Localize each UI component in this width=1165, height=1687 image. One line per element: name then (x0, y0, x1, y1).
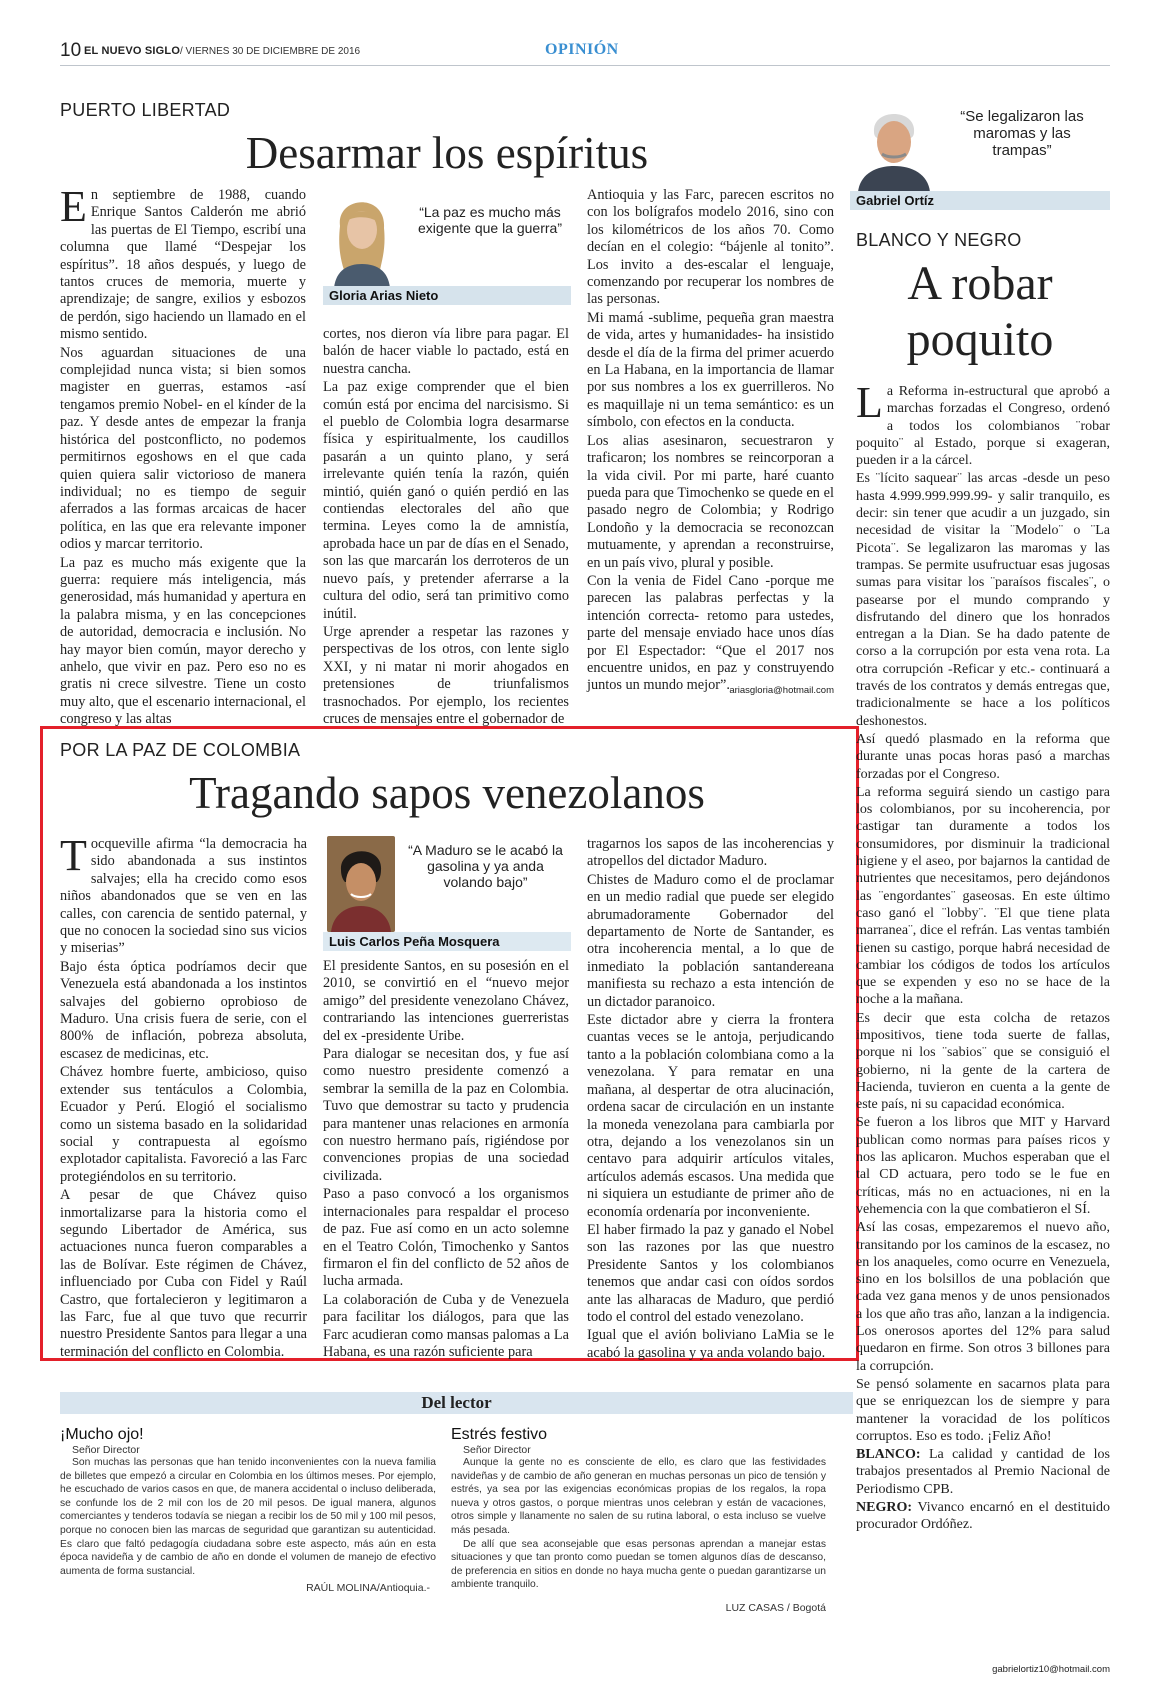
article3-kicker: BLANCO Y NEGRO (856, 230, 1022, 250)
article3-paragraph: Así quedó plasmado en la reforma que durante unas pocas horas pasó a marchas forzadas por el Congreso. (856, 731, 1110, 782)
article2-paragraph: Paso a paso convocó a los organismos internacionales para respaldar el proceso de paz. Fue así como en un acto solemne en el Teatro Colón, Timochenko y Santos firmaron el fin del conflicto de 52 años de lucha armada. (323, 1186, 569, 1290)
blanco-label: BLANCO: (856, 1447, 921, 1463)
article2-paragraph: La colaboración de Cuba y de Venezuela para facilitar los diálogos, para que las Farc acudieran como mansas palomas a La Habana, es una razón suficiente para (323, 1291, 569, 1360)
article2-paragraph: ocqueville afirma “la democracia ha sido abandonada a sus instintos salvajes; ella ha crecido como esos niños abandonados que se ven en las calles, con carencia de sentido paternal, y que no conocen la sociedad sino sus vicios y miserias” (60, 836, 307, 957)
newspaper-name: EL NUEVO SIGLO (84, 45, 181, 57)
letter-2-body (451, 1456, 826, 1592)
article1-paragraph: cortes, nos dieron vía libre para pagar. El balón de hacer viable lo pactado, está en nuestra cancha. (323, 326, 569, 377)
article2-column-1 (60, 831, 307, 1362)
article1-dropcap: E (60, 182, 87, 231)
article3-author-box (850, 100, 1110, 212)
letter-2-title: Estrés festivo (451, 1426, 548, 1443)
article2-paragraph: Igual que el avión boliviano LaMia se le acabó la gasolina y ya anda volando bajo. (587, 1327, 834, 1361)
letter-2-salutation: Señor Director (463, 1444, 531, 1456)
letter-1 (60, 1426, 436, 1594)
article3-paragraph: Es ¨lícito saquear¨ las arcas -desde un peso hasta 4.999.999.999.99- y salir tranquilo, es decir: sin tener que acudir a un juzgado, sin necesidad de visitar la ¨Modelo¨ o ¨La Picota¨. Se legalizaron las maromas y las trampas. Se permite usufructuar esas jugosas sumas para visitar los ¨paraísos fiscales¨, o pasearse por el mundo comprando y disfrutando del dinero que los honrados entregan a la Dian. Se ha dado patente de corso a la corrupción por esta vena rota. La otra corrupción -Reficar y etc.- continuará a través de los contratos y demás entregas que, tradicionalmente se hace a los políticos deshonestos. (856, 471, 1110, 729)
negro-text: Vivanco encarnó en el destituido procurador Ordóñez. (856, 1500, 1110, 1533)
article1-author-box (323, 186, 571, 306)
article2-paragraph: tragarnos los sapos de las incoherencias y atropellos del dictador Maduro. (587, 836, 834, 870)
letter-2 (451, 1426, 826, 1614)
article2-column-3 (587, 836, 834, 1363)
article3-paragraph: Es decir que esta colcha de retazos impositivos, tiene toda suerte de fallas, porque ni los ¨sabios¨ que se consiguió el gobierno, ni la gente de la cartera de Hacienda, tuvieron en cuenta a la gente de este país, ni su capacidad económica. (856, 1010, 1110, 1113)
article3-paragraph: Se fueron a los libros que MIT y Harvard publican como normas para países ricos y nos las aplicaron. Muchos esperaban que el tal CD actuara, pero todo se le fue en críticas, más no en actuaciones, ni en la vehemencia con la que combatieron el SÍ. (856, 1115, 1110, 1217)
article2-paragraph: Chistes de Maduro como el de proclamar en un medio radial que puede ser elegido abrumadoramente Gobernador del departamento de Norte de Santander, es otra incoherencia mental, a lo que de inmediato la población santandereana manifiesta su rechazo a esta intención de un dictador paranoico. (587, 871, 834, 1010)
letter-2-paragraph: De allí que sea aconsejable que esas personas aprendan a manejar estas situaciones y que tan pronto como puedan se tomen algunos días de descanso, de preferencia en sitios en donde no haya mucha gente o puedan garantizarse un ambiente tranquilo. (451, 1538, 826, 1591)
article2-paragraph: Para dialogar se necesitan dos, y fue así como nuestro presidente comenzó a sembrar la semilla de la paz en Colombia. Tuvo que demostrar su tacto y prudencia para mantener unas relaciones en armonía con nuestro hermano país, rigiéndose por convenciones propias de una sociedad civilizada. (323, 1046, 569, 1184)
article1-paragraph: Antioquia y las Farc, parecen escritos no con los bolígrafos modelo 2016, sino con los kilométricos de los años 70. Como decían en el colegio: “bájenle al tonito”. Los invito a des-escalar el lenguaje, comenzando por recuperar los nombres de las personas. (587, 187, 834, 308)
article2-pull-quote: “A Maduro se le acabó la gasolina y ya anda volando bajo” (408, 842, 563, 890)
article1-column-2 (323, 326, 569, 729)
letter-1-paragraph: Son muchas las personas que han tenido inconvenientes con la nueva familia de billetes que empezó a circular en Colombia en los últimos meses. Por ejemplo, he escuchado de varios casos en que, de manera accidental o incluso deliberada, se confunde los de 2 mil con los de 20 mil pesos. De igual manera, algunos comerciantes y tenderos todavía se niegan a recibir los de 50 mil y 100 mil pesos, porque no conocen bien las marcas de seguridad que garantizan su autenticidad. Es claro que faltó pedagogía ciudadana sobre este aspecto, más aún en esta época navideña y de cambio de año en donde el volumen de manejo de efectivo aumenta de forma sustancial. (60, 1457, 436, 1577)
article3-dropcap: L (856, 378, 883, 427)
article1-column-3 (587, 187, 834, 696)
article1-email: ariasgloria@hotmail.com (729, 685, 834, 696)
letter-1-title: ¡Mucho ojo! (60, 1426, 144, 1443)
article3-paragraph: La reforma seguirá siendo un castigo para los colombianos, por su incoherencia, por castigar tan duramente a todos los consumidores, por disminuir la tradicional higiene y el aseo, por bajarnos la cantidad de nutrientes que necesitamos, pero dejándonos las ¨engordantes¨ gaseosas. En este último caso ganó el ¨lobby¨. ¨El que tiene plata marranea¨, dice el refrán. Las ventas también tienen su castigo, porque habrá necesidad de cambiar los códigos de todos los artículos que se expenden y eso no se hace de la noche a la mañana. (856, 784, 1110, 1008)
article1-paragraph: Nos aguardan situaciones de una complejidad nunca vista; si bien somos magister en guerras, estamos -así tengamos premio Nobel- en el kínder de la paz. Y desde antes de empezar la franja histórica del postconflicto, no podemos permitirnos egoshows en el que cada quien quiera salir victorioso de manera individual; no es tiempo de seguir aferrados a las formas arcaicas de hacer política, en las que era relevante imponer odios y marcar territorio. (60, 344, 306, 553)
article3-author-name: Gabriel Ortíz (850, 191, 1110, 210)
article2-title: Tragando sapos venezolanos (189, 768, 705, 818)
article1-paragraph: La paz es mucho más exigente que la guerra: requiere más inteligencia, más generosidad, más humanidad y apertura en la palabra misma, y en las concepciones de autoridad, democracia e inclusión. No hay mayor bien común, mayor derecho y anhelo, que vivir en paz. Pero eso no es gratis ni crece silvestre. Tiene un costo muy alto, que el escenario internacional, el congreso y las altas (60, 554, 306, 728)
article2-dropcap: T (60, 831, 87, 880)
article3-title-line: poquito (906, 313, 1054, 366)
article3-email: gabrielortiz10@hotmail.com (992, 1664, 1110, 1675)
article2-author-box (323, 836, 571, 956)
section-name: OPINIÓN (545, 41, 619, 58)
article3-pull-quote: “Se legalizaron las maromas y las trampas” (960, 108, 1084, 159)
article1-paragraph: Con la venia de Fidel Cano -porque me parecen las palabras perfectas y la intención correcta- retomo para ustedes, parte del mensaje enviado hace unos días por El Espectador: “Que el 2017 nos encuentre unidos, en paz y construyendo juntos un mundo mejor”. (587, 572, 834, 694)
article1-author-name: Gloria Arias Nieto (323, 286, 571, 305)
header-date: / VIERNES 30 DE DICIEMBRE DE 2016 (180, 46, 361, 57)
article1-paragraph: Mi mamá -sublime, pequeña gran maestra de vida, artes y humanidades- ha insistido desde el día de la firma del primer acuerdo en La Habana, en la importancia de llamar por sus nombres a los ex guerrilleros. No es maquillaje ni un tema semántico: es un símbolo, con efectos en la conducta. (587, 309, 834, 431)
lector-title: Del lector (421, 1393, 492, 1412)
article1-paragraph: La paz exige comprender que el bien común está por encima del narcisismo. Si el pueblo de Colombia logra desarmarse física y espiritualmente, los caudillos pasarán a un quinto plano, y será irrelevante quién tenía la razón, quién mintió, quién ganó o quién perdió en las contiendas electorales del año que termina. Leyes como la de amnistía, aprobada hace un par de días en el Senado, son las que marcarán los derroteros de un nuevo país, y pretender aferrarse a la cultura del odio, será tan primitivo como inútil. (323, 379, 569, 622)
author-photo-gloria (326, 186, 396, 288)
article3-column (856, 378, 1110, 1535)
article1-title: Desarmar los espíritus (245, 128, 649, 178)
article3-title-line: A robar (907, 257, 1053, 310)
article2-paragraph: El haber firmado la paz y ganado el Nobel son las razones por las que nuestro Presidente Santos y los colombianos tenemos que andar casi con oídos sordos ante las alharacas de Maduro, que perdió todo el control del estado venezolano. (587, 1221, 834, 1325)
article2-paragraph: Este dictador abre y cierra la frontera cuantas veces se le antoja, perjudicando tanto a la población colombiana como a la venezolana. Y para rematar en una mañana, al despertar de otra alucinación, ordena sacar de circulación en un instante la moneda venezolana para cambiarla por otra, dejando a los venezolanos sin un centavo para adquirir artículos vitales, artículos además escasos. Una medida que ni siquiera un estudiante de primer año de economía ordenaría por inconveniente. (587, 1012, 834, 1220)
article3-paragraph (856, 1499, 1110, 1534)
letter-2-paragraph: Aunque la gente no es consciente de ello, es claro que las festividades navideñas y de cambio de año generan en muchas personas un pico de tensión y estrés, ya sea por las exigencias económicas propias de los regalos, la ropa nueva y otros gastos, o porque mientras unos celebran y están de vacaciones, otros simple y llanamente no salen de su rutina laboral, o esta incluso se vuelve más pesada. (451, 1457, 826, 1536)
lector-banner (60, 1392, 853, 1414)
article1-pull-quote: “La paz es mucho más exigente que la guerra” (418, 204, 562, 236)
article1-paragraph: Los alias asesinaron, secuestraron y traficaron; los nombres se reincorporan a la vida civil. Por mi parte, haré cuanto pueda para que Timochenko se quede en el pasado negro de Colombia; y Rodrigo Londoño y la democracia se reconozcan mutuamente, y aprendan a reconstruirse, en un país vivo, plural y posible. (587, 432, 834, 571)
article3-paragraph: Se pensó solamente en sacarnos plata para que se enriquezcan los de siempre y para mantener la voracidad de los políticos corruptos. Eso es todo. ¡Feliz Año! (856, 1376, 1110, 1444)
article2-paragraph: Chávez hombre fuerte, ambicioso, quiso extender sus tentáculos a Colombia, Ecuador y Perú. Elogió el socialismo como un sistema basado en la solidaridad social y contrapuesta al egoísmo explotador capitalista. Favoreció a las Farc protegiéndolos en su territorio. (60, 1064, 307, 1185)
article2-paragraph: A pesar de que Chávez quiso inmortalizarse para la historia como el segundo Libertador de América, sus actuaciones nunca fueron comparables a las de Bolívar. Este régimen de Chávez, influenciado por Cuba con Fidel y Raúl Castro, que fortalecieron y legitimaron a las Farc, fue al que tuvo que recurrir nuestro Presidente Santos para llegar a una terminación del conflicto en Colombia. (60, 1187, 307, 1360)
author-photo-gabriel (854, 100, 934, 192)
blanco-text: La calidad y cantidad de los trabajos presentados al Premio Nacional de Periodismo CPB. (856, 1447, 1110, 1497)
letter-1-body (60, 1456, 436, 1578)
article3-paragraph: Así las cosas, empezaremos el nuevo año, transitando por los caminos de la escasez, no en los anaqueles, como ocurre en Venezuela, sino en los bolsillos de una población que cada vez gana menos y de unos pensionados a los que año tras año, lanzan a la indigencia. Los onerosos aportes del 12% para salud quedaron en firme. Son otros 3 billones para la corrupción. (856, 1220, 1110, 1374)
negro-label: NEGRO: (856, 1500, 912, 1515)
article1-paragraph: n septiembre de 1988, cuando Enrique Santos Calderón me abrió las puertas de El Tiempo, escribí una columna que llamé “Despejar los espíritus”. 18 años después, y luego de tantos cruces de memoria, muerte y aprendizaje; de sangre, exilios y esbozos de perdón, sigo haciendo un llamado en el mismo sentido. (60, 187, 306, 343)
article2-column-2 (323, 958, 569, 1362)
article2-paragraph: Bajo ésta óptica podríamos decir que Venezuela está abandonada a los instintos salvajes del gobierno oprobioso de Maduro. Una crisis fuera de serie, con el 800% de inflación, pobreza absoluta, escasez de medicinas, etc. (60, 958, 307, 1062)
letter-2-signature: LUZ CASAS / Bogotá (725, 1601, 826, 1614)
article1-paragraph: Urge aprender a respetar las razones y perspectivas de los otros, con lente siglo XXI, y ni matar ni morir ahogados en pretensiones de triunfalismos trasnochados. Por ejemplo, los recientes cruces de mensajes entre el gobernador de (323, 623, 569, 727)
article3-title (850, 256, 1110, 368)
article3-paragraph: a Reforma in-estructural que aprobó a marchas forzadas el Congreso, ordenó a todos los colombianos ¨robar poquito¨ al Estado, porque si exageran, pueden ir a la cárcel. (856, 384, 1110, 469)
article1-kicker: PUERTO LIBERTAD (60, 100, 231, 120)
letter-1-salutation: Señor Director (72, 1444, 140, 1456)
letter-1-signature: RAÚL MOLINA/Antioquia.- (306, 1582, 430, 1595)
page-number: 10 (60, 40, 82, 61)
article2-author-name: Luis Carlos Peña Mosquera (323, 932, 571, 951)
author-photo-luis-carlos (327, 836, 395, 932)
article2-paragraph: El presidente Santos, en su posesión en el 2010, se convirtió en el “nuevo mejor amigo” del presidente venezolano Chávez, contrariando las intenciones guerreristas del ex -presidente Uribe. (323, 958, 569, 1044)
article2-kicker: POR LA PAZ DE COLOMBIA (60, 740, 301, 760)
page-header (60, 38, 1110, 66)
article3-paragraph (856, 1446, 1110, 1498)
article1-column-1 (60, 182, 306, 730)
